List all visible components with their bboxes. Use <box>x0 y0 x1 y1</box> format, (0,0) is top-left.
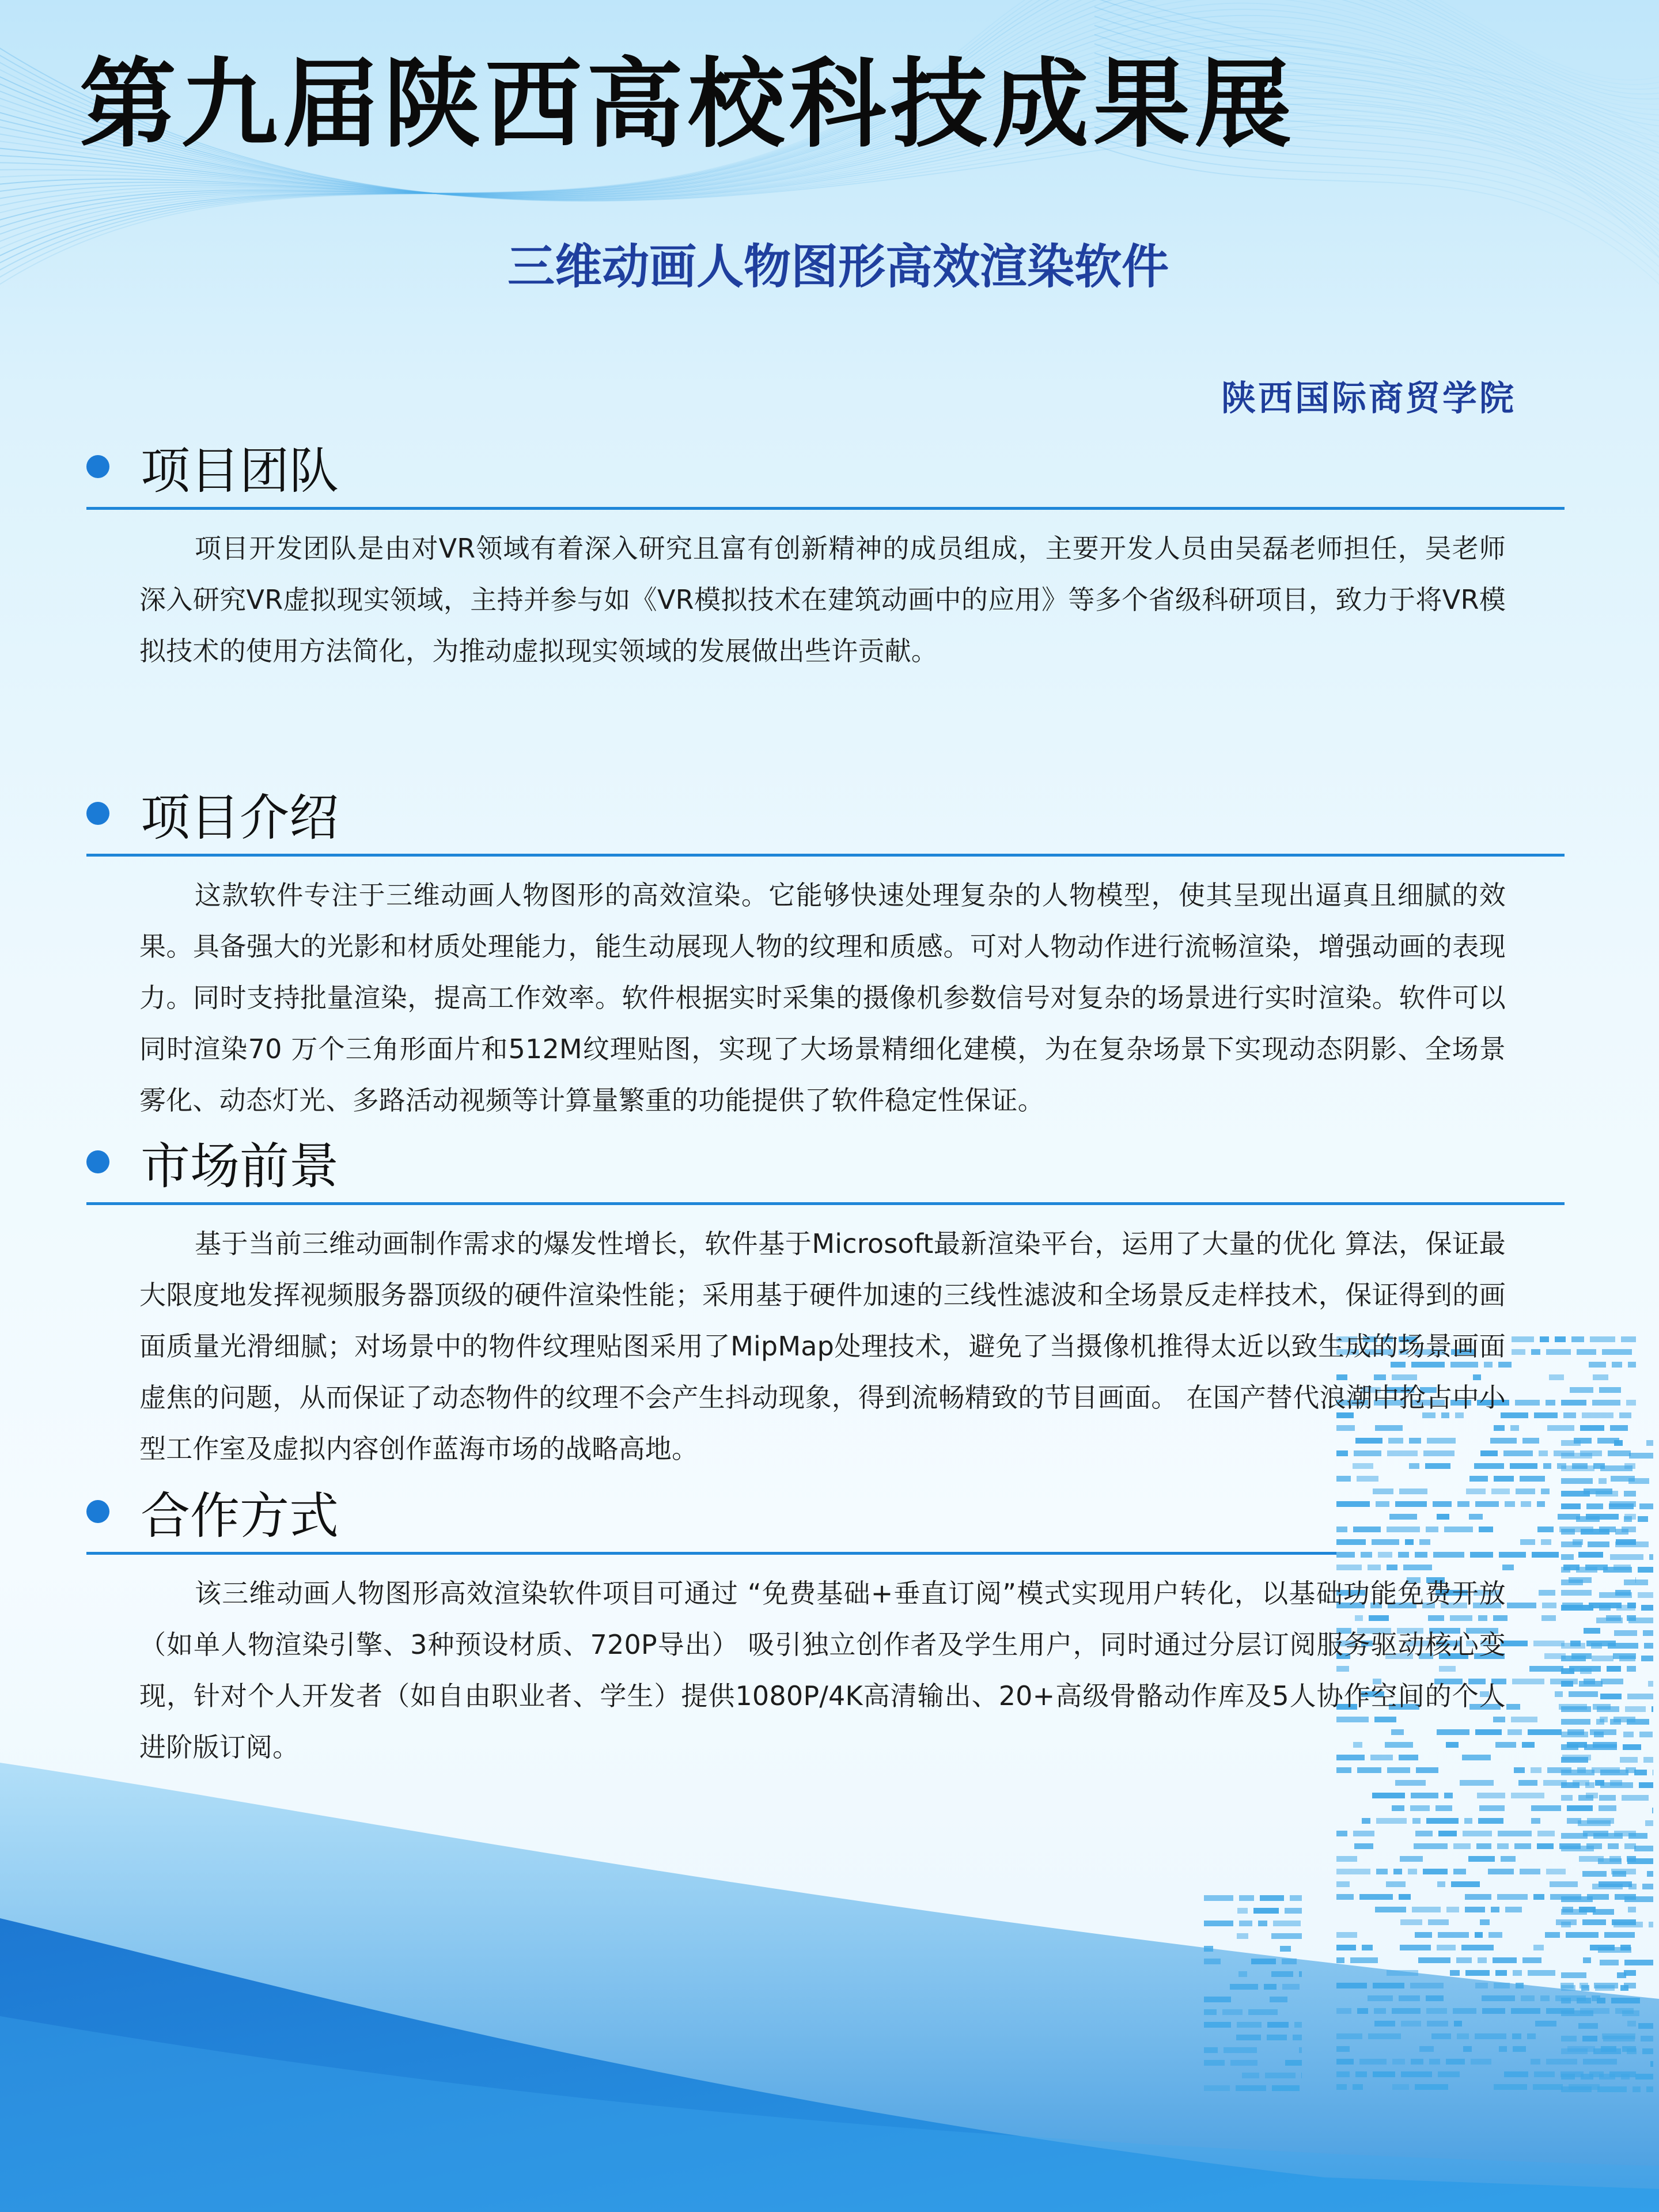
section-heading <box>86 778 339 849</box>
section-title: 市场前景 <box>141 1138 339 1195</box>
section-divider <box>86 1202 1565 1205</box>
section-heading <box>86 431 339 502</box>
dot-icon <box>86 455 109 478</box>
section-divider <box>86 1552 1336 1555</box>
section-divider <box>86 854 1565 857</box>
section-heading <box>86 1476 339 1547</box>
section-title: 项目团队 <box>141 442 339 500</box>
section-divider <box>86 507 1565 510</box>
sub-title: 三维动画人物图形高效渲染软件 <box>507 240 1169 294</box>
section-body: 这款软件专注于三维动画人物图形的高效渲染。它能够快速处理复杂的人物模型，使其呈现出逼真且细腻的效果。具备强大的光影和材质处理能力，能生动展现人物的纹理和质感。可对人物动作进行流畅渲染，增强动画的表现力。同时支持批量渲染，提高工作效率。软件根据实时采集的摄像机参数信号对复杂的场景进行实时渲染。软件可以同时渲染70 万个三角形面片和512M纹理贴图，实现了大场景精细化建模，为在复杂场景下实现动态阴影、全场景雾化、动态灯光、多路活动视频等计算量繁重的功能提供了软件稳定性保证。 <box>139 880 1506 1116</box>
section-heading <box>86 1126 339 1198</box>
section-body: 基于当前三维动画制作需求的爆发性增长，软件基于Microsoft最新渲染平台，运用了大量的优化 算法，保证最大限度地发挥视频服务器顶级的硬件渲染性能；采用基于硬件加速的三线性滤波和全场景反走样技术，保证得到的画面质量光滑细腻；对场景中的物件纹理贴图采用了MipMap处理技术，避免了当摄像机推得太近以致生成的场景画面虚焦的问题，从而保证了动态物件的纹理不会产生抖动现象，得到流畅精致的节目画面。 在国产替代浪潮中抢占中小型工作室及虚拟内容创作蓝海市场的战略高地。 <box>139 1228 1506 1464</box>
institution-name: 陕西国际商贸学院 <box>1221 378 1516 419</box>
section-title: 项目介绍 <box>141 789 339 847</box>
main-title: 第九届陕西高校科技成果展 <box>79 47 1296 161</box>
dot-icon <box>86 1500 109 1523</box>
section-body: 项目开发团队是由对VR领域有着深入研究且富有创新精神的成员组成，主要开发人员由吴磊老师担任，吴老师深入研究VR虚拟现实领域，主持并参与如《VR模拟技术在建筑动画中的应用》等多个省级科研项目，致力于将VR模拟技术的使用方法简化，为推动虚拟现实领域的发展做出些许贡献。 <box>139 533 1506 666</box>
dot-icon <box>86 1150 109 1173</box>
dot-icon <box>86 802 109 825</box>
section-title: 合作方式 <box>141 1487 339 1545</box>
section-body: 该三维动画人物图形高效渲染软件项目可通过 “免费基础+垂直订阅”模式实现用户转化，以基础功能免费开放（如单人物渲染引擎、3种预设材质、720P导出） 吸引独立创作者及学生用户，同时通过分层订阅服务驱动核心变现，针对个人开发者（如自由职业者、学生）提供1080P/4K高清输出、20+高级骨骼动作库及5人协作空间的个人进阶版订阅。 <box>139 1578 1506 1763</box>
